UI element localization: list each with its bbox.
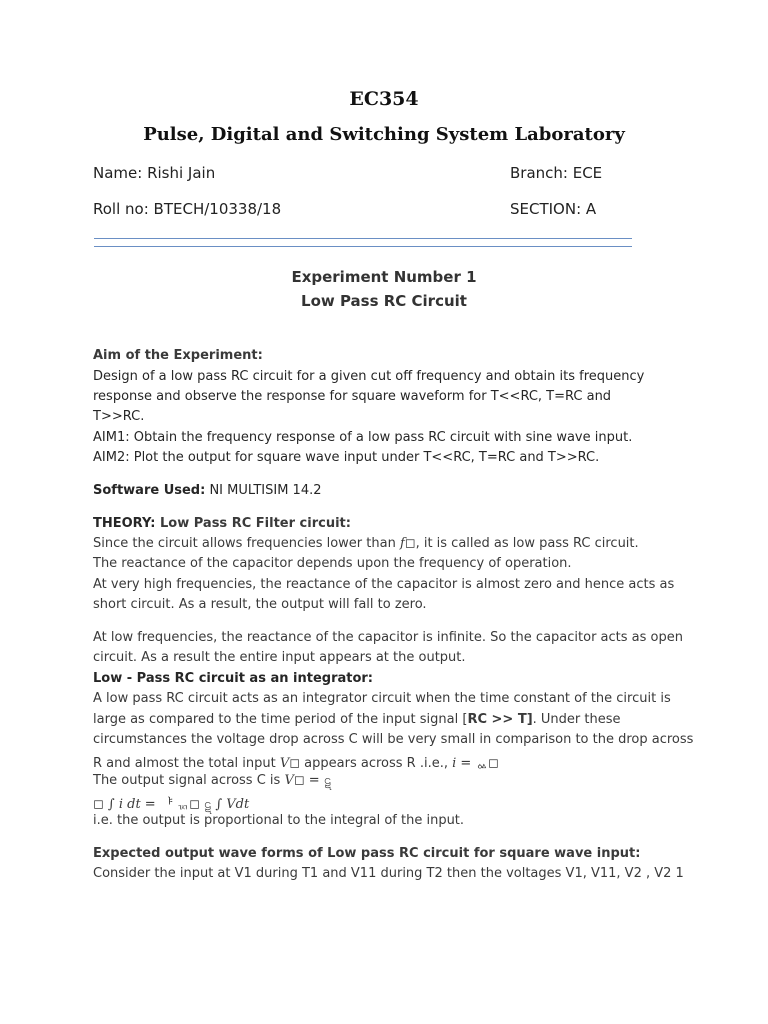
integrator-text: = [140,797,160,812]
placeholder-glyph: ◻ [404,536,416,551]
integrator-text: . Under these [532,712,621,727]
integrator-line: circumstances the voltage drop across C will be very small in comparison to the drop across [93,732,694,747]
header-divider-bottom [94,246,632,247]
integrator-text: = [456,756,476,771]
integral-expression: ∫ 𝑉𝑑𝑡 [211,797,250,812]
integral-equation [93,793,249,815]
experiment-title: Low Pass RC Circuit [301,292,467,310]
theory-label: THEORY: [93,516,156,531]
theory-text: Since the circuit allows frequencies lower than [93,536,400,551]
aim-line: response and observe the response for square waveform for T<<RC, T=RC and [93,389,612,404]
rc-condition: RC >> T] [467,712,533,727]
software-label: Software Used: [93,483,206,498]
experiment-number: Experiment Number 1 [291,268,477,286]
output-voltage-symbol: 𝑉◻ [284,773,305,788]
theory-heading [93,516,351,531]
garbled-formula: ᇲ◻ [475,756,499,771]
course-code: EC354 [349,88,419,110]
integrator-line [93,772,331,791]
theory-line [93,536,639,551]
aim-line: T>>RC. [93,409,145,424]
student-name: Name: Rishi Jain [93,164,216,182]
lab-title: Pulse, Digital and Switching System Laboratory [143,124,625,145]
current-symbol: 𝑖 [452,756,457,771]
integrator-line: i.e. the output is proportional to the integral of the input. [93,813,465,828]
integrator-line: A low pass RC circuit acts as an integrator circuit when the time constant of the circuit is [93,691,671,706]
student-branch: Branch: ECE [510,164,603,182]
aim-heading: Aim of the Experiment: [93,348,263,363]
theory-text: , it is called as low pass RC circuit. [415,536,639,551]
integrator-text: R and almost the total input [93,756,280,771]
integrator-text: large as compared to the time period of the input signal [ [93,712,468,727]
roll-number: Roll no: BTECH/10338/18 [93,200,282,218]
software-value: NI MULTISIM 14.2 [205,483,322,498]
theory-line: The reactance of the capacitor depends upon the frequency of operation. [93,556,572,571]
garbled-formula: ဋ [323,773,332,788]
integrator-heading: Low - Pass RC circuit as an integrator: [93,671,374,686]
integrator-text: appears across R .i.e., [300,756,453,771]
aim-line: AIM1: Obtain the frequency response of a low pass RC circuit with sine wave input. [93,430,633,445]
expected-output-line: Consider the input at V1 during T1 and V11 during T2 then the voltages V1, V11, V2 , V2 1 [93,866,684,881]
expected-output-heading: Expected output wave forms of Low pass RC circuit for square wave input: [93,846,641,861]
software-used [93,483,322,498]
theory-line: At low frequencies, the reactance of the capacitor is infinite. So the capacitor acts as open [93,630,683,645]
integral-expression: ∫ 𝑖 𝑑𝑡 [103,797,141,812]
theory-subheading: Low Pass RC Filter circuit: [155,516,351,531]
section: SECTION: A [510,200,597,218]
garbled-formula: ᅣ ᇄ◻ ဋ [159,797,212,812]
input-voltage-symbol: 𝑉◻ [279,756,301,771]
theory-line: At very high frequencies, the reactance of the capacitor is almost zero and hence acts as [93,577,675,592]
theory-line: short circuit. As a result, the output will fall to zero. [93,597,427,612]
aim-line: AIM2: Plot the output for square wave input under T<<RC, T=RC and T>>RC. [93,450,600,465]
integrator-line [93,712,621,727]
placeholder-glyph: ◻ [93,797,104,812]
header-divider-top [94,238,632,239]
integrator-line [93,752,499,771]
aim-line: Design of a low pass RC circuit for a given cut off frequency and obtain its frequency [93,369,645,384]
integrator-text: = [304,773,324,788]
cutoff-frequency-symbol: 𝑓 [399,536,405,551]
theory-line: circuit. As a result the entire input appears at the output. [93,650,466,665]
integrator-text: The output signal across C is [93,773,285,788]
